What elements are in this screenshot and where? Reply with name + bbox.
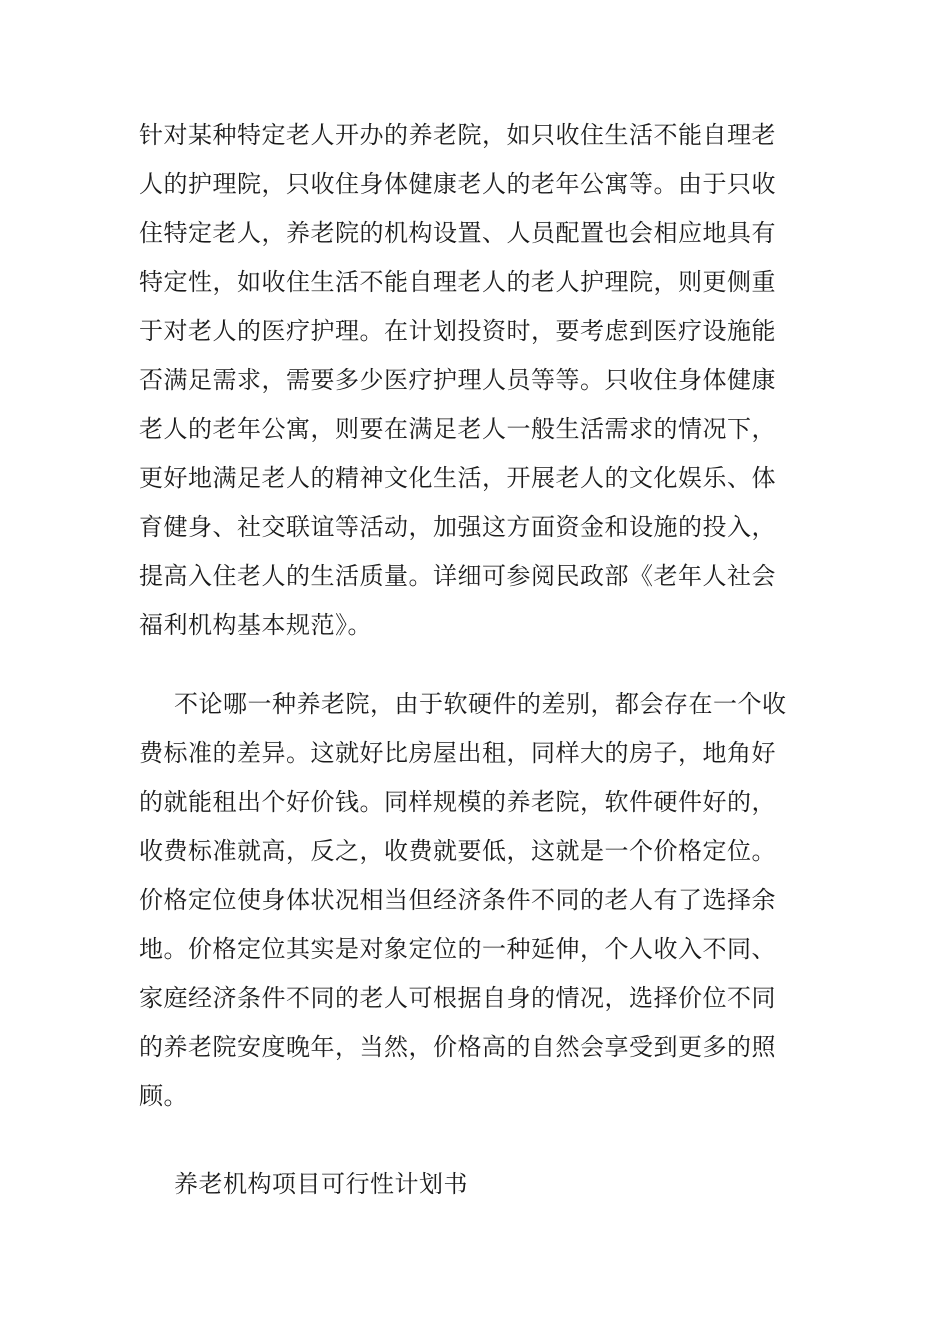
paragraph-line: 人的护理院，只收住身体健康老人的老年公寓等。由于只收 xyxy=(139,170,776,198)
paragraph-line: 顾。 xyxy=(139,1082,188,1110)
paragraph-line: 否满足需求，需要多少医疗护理人员等等。只收住身体健康 xyxy=(139,366,776,394)
paragraph-line: 育健身、社交联谊等活动，加强这方面资金和设施的投入， xyxy=(139,513,776,541)
paragraph-line: 家庭经济条件不同的老人可根据自身的情况，选择价位不同 xyxy=(139,984,776,1012)
paragraph-line: 的就能租出个好价钱。同样规模的养老院，软件硬件好的， xyxy=(139,788,776,816)
paragraph-line: 费标准的差异。这就好比房屋出租，同样大的房子，地角好 xyxy=(139,739,776,767)
paragraph-line: 老人的老年公寓，则要在满足老人一般生活需求的情况下， xyxy=(139,415,776,443)
paragraph-line: 福利机构基本规范》。 xyxy=(139,611,372,639)
paragraph-line: 更好地满足老人的精神文化生活，开展老人的文化娱乐、体 xyxy=(139,464,776,492)
section-heading: 养老机构项目可行性计划书 xyxy=(174,1170,468,1198)
paragraph-2 xyxy=(139,680,811,1121)
paragraph-line: 的养老院安度晚年，当然，价格高的自然会享受到更多的照 xyxy=(139,1033,776,1061)
paragraph-3 xyxy=(139,1160,811,1209)
paragraph-line: 提高入住老人的生活质量。详细可参阅民政部《老年人社会 xyxy=(139,562,776,590)
paragraph-line: 住特定老人，养老院的机构设置、人员配置也会相应地具有 xyxy=(139,219,776,247)
paragraph-line: 地。价格定位其实是对象定位的一种延伸，个人收入不同、 xyxy=(139,935,776,963)
paragraph-line: 价格定位使身体状况相当但经济条件不同的老人有了选择余 xyxy=(139,886,776,914)
paragraph-line: 不论哪一种养老院，由于软硬件的差别，都会存在一个收 xyxy=(174,690,787,718)
paragraph-line: 于对老人的医疗护理。在计划投资时，要考虑到医疗设施能 xyxy=(139,317,776,345)
paragraph-line: 收费标准就高，反之，收费就要低，这就是一个价格定位。 xyxy=(139,837,776,865)
paragraph-line: 特定性，如收住生活不能自理老人的老人护理院，则更侧重 xyxy=(139,268,776,296)
paragraph-line: 针对某种特定老人开办的养老院，如只收住生活不能自理老 xyxy=(139,121,776,149)
paragraph-1 xyxy=(139,111,811,650)
